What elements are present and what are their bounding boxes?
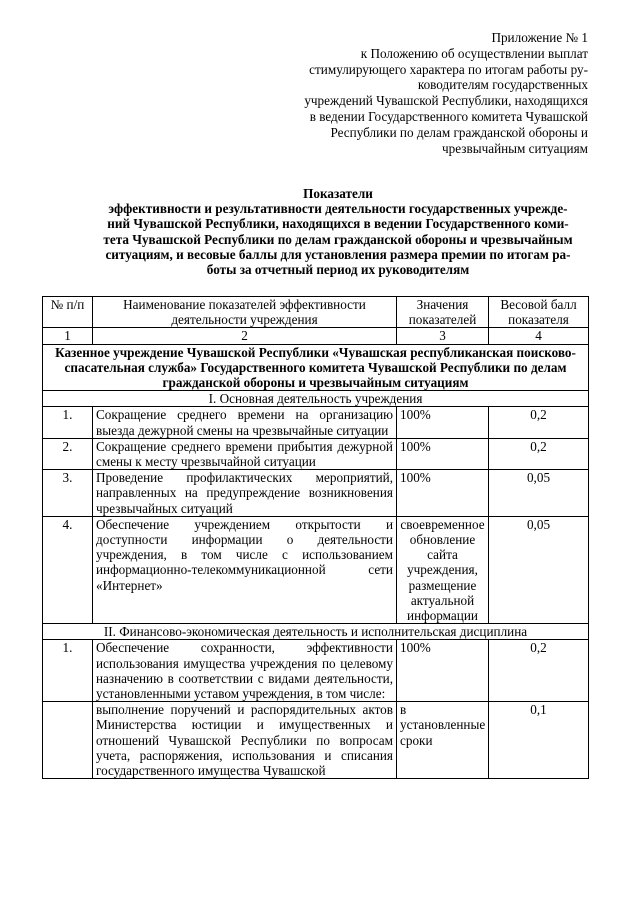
document-title bbox=[88, 186, 588, 277]
section-row bbox=[43, 624, 589, 640]
appendix-header bbox=[280, 30, 588, 156]
section2-title: II. Финансово-экономическая деятельность и исполнительская дисциплина bbox=[43, 624, 589, 640]
header-num: № п/п bbox=[43, 297, 93, 328]
header-values: Значения показателей bbox=[397, 297, 489, 328]
row-name: Сокращение среднего времени на организацию выезда дежурной смены на чрезвычайные ситуации bbox=[93, 407, 397, 438]
row-weight: 0,1 bbox=[489, 702, 589, 779]
table-row bbox=[43, 438, 589, 469]
row-value: в установленные сроки bbox=[397, 702, 489, 779]
row-num bbox=[43, 702, 93, 779]
table-row bbox=[43, 640, 589, 702]
row-value: 100% bbox=[397, 640, 489, 702]
title-line: эффективности и результативности деятельности государственных учрежде- bbox=[108, 201, 568, 217]
table-row bbox=[43, 702, 589, 779]
appendix-line: Республики по делам гражданской обороны и bbox=[330, 124, 588, 140]
row-value: своевременное обновление сайта учреждения, размещение актуальной информации bbox=[397, 516, 489, 623]
row-value: 100% bbox=[397, 438, 489, 469]
row-name: выполнение поручений и распорядительных актов Министерства юстиции и имущественных и отношений Чувашской Республики по вопросам учета, распоряжения, использования и списания государственного имущества Чувашской bbox=[93, 702, 397, 779]
section1-title: I. Основная деятельность учреждения bbox=[43, 391, 589, 407]
table-row bbox=[43, 516, 589, 623]
col-number: 2 bbox=[93, 328, 397, 344]
row-weight: 0,2 bbox=[489, 438, 589, 469]
row-name: Обеспечение учреждением открытости и доступности информации о деятельности учреждения, в том числе с использованием информационно-телекоммуникационной сети «Интернет» bbox=[93, 516, 397, 623]
appendix-line: учреждений Чувашской Республики, находящихся bbox=[304, 93, 588, 109]
row-weight: 0,2 bbox=[489, 407, 589, 438]
appendix-line: в ведении Государственного комитета Чувашской bbox=[309, 108, 588, 124]
col-number: 4 bbox=[489, 328, 589, 344]
appendix-line: ководителям государственных bbox=[417, 77, 588, 93]
title-line: ситуациям, и весовые баллы для установления размера премии по итогам ра- bbox=[105, 246, 571, 262]
col-number: 1 bbox=[43, 328, 93, 344]
appendix-line: чрезвычайным ситуациям bbox=[442, 140, 588, 156]
row-name: Проведение профилактических мероприятий, направленных на предупреждение возникновения чрезвычайных ситуаций bbox=[93, 470, 397, 517]
col-number: 3 bbox=[397, 328, 489, 344]
row-num: 4. bbox=[43, 516, 93, 623]
row-weight: 0,2 bbox=[489, 640, 589, 702]
row-weight: 0,05 bbox=[489, 470, 589, 517]
appendix-line: стимулирующего характера по итогам работы ру- bbox=[309, 61, 588, 77]
table-row bbox=[43, 407, 589, 438]
row-value: 100% bbox=[397, 407, 489, 438]
title-line: ний Чувашской Республики, находящихся в ведении Государственного коми- bbox=[107, 216, 569, 232]
title-line: боты за отчетный период их руководителям bbox=[206, 262, 470, 278]
row-num: 2. bbox=[43, 438, 93, 469]
row-weight: 0,05 bbox=[489, 516, 589, 623]
row-value: 100% bbox=[397, 470, 489, 517]
appendix-line: Приложение № 1 bbox=[491, 30, 588, 45]
column-numbers-row bbox=[43, 328, 589, 344]
title-heading: Показатели bbox=[303, 186, 373, 201]
organization-row bbox=[43, 344, 589, 391]
title-line: тета Чувашской Республики по делам гражданской обороны и чрезвычайным bbox=[103, 231, 573, 247]
table-header-row bbox=[43, 297, 589, 328]
row-name: Обеспечение сохранности, эффективности использования имущества учреждения по целевому назначению в соответствии с видами деятельности, установленными уставом учреждения, в том числе: bbox=[93, 640, 397, 702]
row-num: 3. bbox=[43, 470, 93, 517]
indicators-table bbox=[42, 296, 589, 779]
row-num: 1. bbox=[43, 407, 93, 438]
header-weight: Весовой балл показателя bbox=[489, 297, 589, 328]
row-num: 1. bbox=[43, 640, 93, 702]
organization-name: Казенное учреждение Чувашской Республики «Чувашская республиканская поисково-спасательная служба» Государственного комитета Чувашской Республики по делам гражданской обороны и чрезвычайным ситуациям bbox=[43, 344, 589, 391]
table-row bbox=[43, 470, 589, 517]
header-name: Наименование показателей эффективности деятельности учреждения bbox=[93, 297, 397, 328]
appendix-line: к Положению об осуществлении выплат bbox=[360, 45, 588, 61]
section-row bbox=[43, 391, 589, 407]
row-name: Сокращение среднего времени прибытия дежурной смены к месту чрезвычайной ситуации bbox=[93, 438, 397, 469]
